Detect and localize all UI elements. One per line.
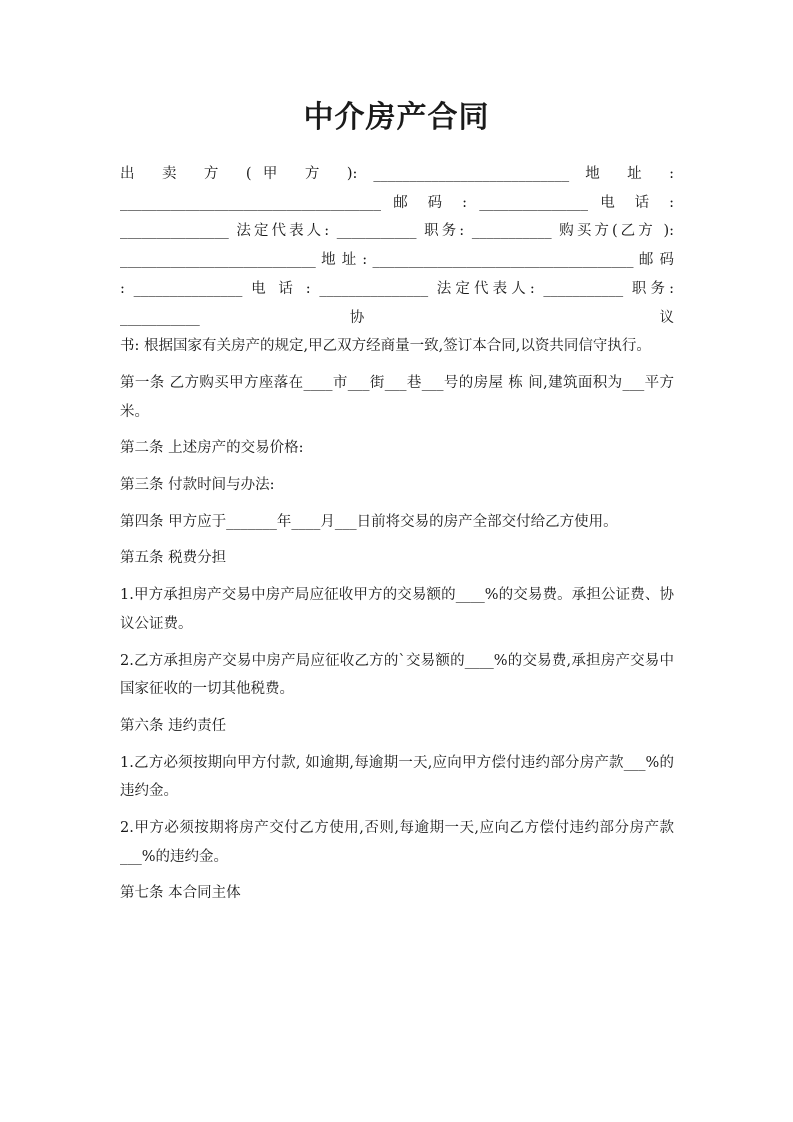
article-1: 第一条 乙方购买甲方座落在____市___街___巷___号的房屋 栋 间,建筑面积为___平方米。 [120, 374, 674, 420]
document-body [120, 160, 674, 916]
article-5-clause-1: 1.甲方承担房产交易中房产局应征收甲方的交易额的____%的交易费。承担公证费、协议公证费。 [120, 587, 674, 632]
article-5-clause-2: 2.乙方承担房产交易中房产局应征收乙方的`交易额的____%的交易费,承担房产交易中国家征收的一切其他税费。 [120, 652, 674, 698]
party-info-block: 出 卖 方 (甲 方 ): ___________________________ 地 址 : ____________________________________ 邮 码 : _______________ 电 话 : _______________ 法定代表人: ___________ 职务: ___________ 购买方(乙方 ): ___________________________ 地 址 : ____________________________________ 邮 码 : _______________ 电 话 : _______________ 法定代表人: ___________ 职务: ___________ 协 议 [120, 166, 674, 326]
article-6-heading: 第六条 违约责任 [120, 717, 227, 734]
article-6-clause-2: 2.甲方必须按期将房产交付乙方使用,否则,每逾期一天,应向乙方偿付违约部分房产款___%的违约金。 [120, 820, 674, 865]
article-3: 第三条 付款时间与办法: [120, 477, 275, 494]
agreement-intro: 书: 根据国家有关房产的规定,甲乙双方经商量一致,签订本合同,以资共同信守执行。 [120, 338, 651, 355]
article-6-clause-1: 1.乙方必须按期向甲方付款, 如逾期,每逾期一天,应向甲方偿付违约部分房产款___%的违约金。 [120, 754, 674, 800]
document-title: 中介房产合同 [303, 100, 490, 135]
article-2: 第二条 上述房产的交易价格: [120, 440, 304, 457]
article-5-heading: 第五条 税费分担 [120, 550, 227, 567]
article-4: 第四条 甲方应于_______年____月___日前将交易的房产全部交付给乙方使用。 [120, 513, 618, 530]
article-7-heading: 第七条 本合同主体 [120, 885, 241, 902]
